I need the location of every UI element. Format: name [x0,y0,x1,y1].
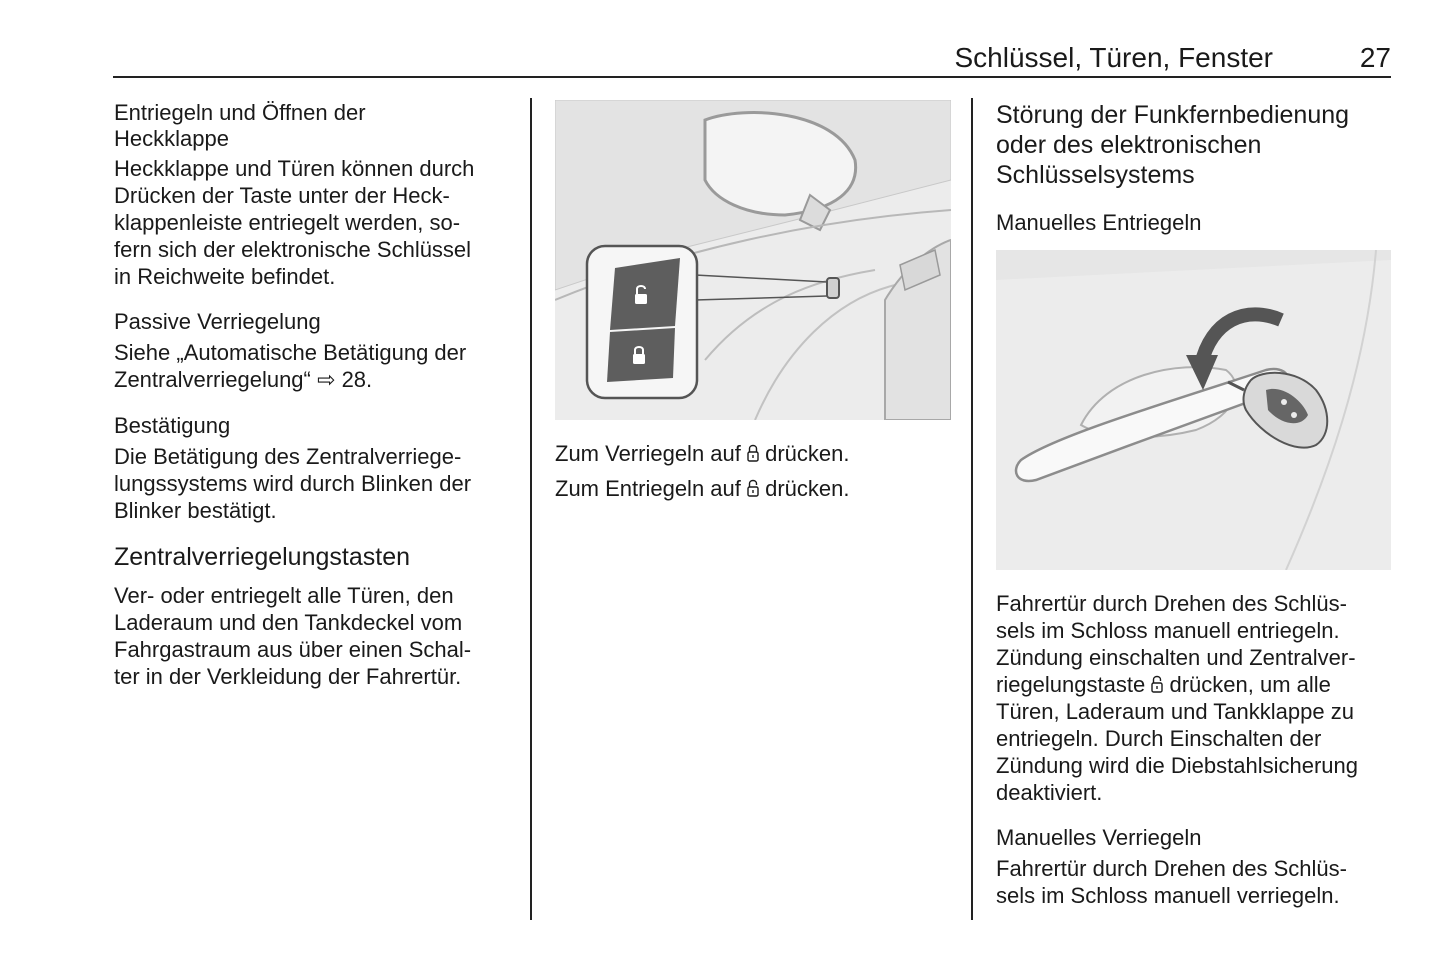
column-divider-1 [530,98,532,920]
text-line: sels im Schloss manuell verriegeln. [996,883,1340,908]
text-line: Fahrertür durch Drehen des Schlüs- [996,591,1347,616]
text-line: Fahrgastraum aus über einen Schal- [114,637,472,662]
text-line: in Reichweite befindet. [114,264,336,289]
text-fragment: drücken. [765,476,850,501]
text-line: Siehe „Automatische Betätigung der [114,340,467,365]
text-line: Türen, Laderaum und Tankklappe zu [996,699,1354,724]
text-line: Blinker bestätigt. [114,498,277,523]
heading-entriegeln-heckklappe: Entriegeln und Öffnen der Heckklappe [114,100,366,151]
heading-stoerung: Störung der Funkfernbedienung oder des elektronischen Schlüsselsystems [996,101,1350,189]
reference-arrow-icon: ⇨ [317,368,336,393]
heading-manuelles-entriegeln: Manuelles Entriegeln [996,210,1202,235]
page-header [113,40,1391,78]
text-line: Zündung einschalten und Zentralver- [996,645,1356,670]
text-line: entriegeln. Durch Einschalten der [996,726,1322,751]
column-middle [555,100,953,502]
paragraph-passive [114,339,514,394]
lock-icon [747,443,759,463]
text-line: Heckklappe und Türen können durch [114,156,475,181]
page-title: Schlüssel, Türen, Fenster [954,42,1273,73]
door-panel-drawing [555,100,951,420]
text-fragment: drücken. [765,441,850,466]
paragraph-bestaetigung [114,443,514,524]
text-line: fern sich der elektronische Schlüssel [114,237,472,262]
paragraph-manuelles-verriegeln [996,855,1392,909]
unlock-icon [1151,674,1163,694]
text-line [555,440,953,467]
text-line: klappenleiste entriegelt werden, so- [114,210,461,235]
door-handle-drawing [996,250,1391,570]
door-switch-illustration [555,100,951,420]
heading-bestaetigung: Bestätigung [114,413,231,438]
text-line: Die Betätigung des Zentralverriege- [114,444,462,469]
heading-zentralverriegelungstasten: Zentralverriegelungstasten [114,543,410,571]
text-fragment: drücken, um alle [1169,672,1331,697]
text-line: ter in der Verkleidung der Fahrertür. [114,664,462,689]
paragraph-manuelles-entriegeln [996,590,1392,806]
heading-manuelles-verriegeln: Manuelles Verriegeln [996,825,1202,850]
text-line: Fahrertür durch Drehen des Schlüs- [996,856,1347,881]
column-left [114,100,514,690]
unlock-icon [747,478,759,498]
text-line: Ver- oder entriegelt alle Türen, den [114,583,454,608]
text-fragment: Zentralverriegelung“ [114,367,311,392]
paragraph-zentralverriegelungstasten [114,582,514,690]
text-line: lungssystems wird durch Blinken der [114,471,472,496]
text-fragment: Zum Entriegeln auf [555,476,741,501]
text-line [996,671,1392,698]
text-line: Zündung wird die Diebstahlsicherung [996,753,1358,778]
text-line [555,475,953,502]
caption-lock [555,440,953,502]
heading-passive-verriegelung: Passive Verriegelung [114,309,321,334]
text-fragment: riegelungstaste [996,672,1146,697]
text-line [114,366,514,394]
page-reference[interactable]: 28. [341,367,373,392]
page-number: 27 [1359,42,1391,73]
text-fragment: Zum Verriegeln auf [555,441,741,466]
text-line: deaktiviert. [996,780,1103,805]
paragraph-heckklappe [114,155,514,290]
text-line: sels im Schloss manuell entriegeln. [996,618,1340,643]
column-divider-2 [971,98,973,920]
text-line: Drücken der Taste unter der Heck- [114,183,450,208]
door-handle-illustration [996,250,1391,570]
column-right [996,100,1392,909]
text-line: Laderaum und den Tankdeckel vom [114,610,463,635]
